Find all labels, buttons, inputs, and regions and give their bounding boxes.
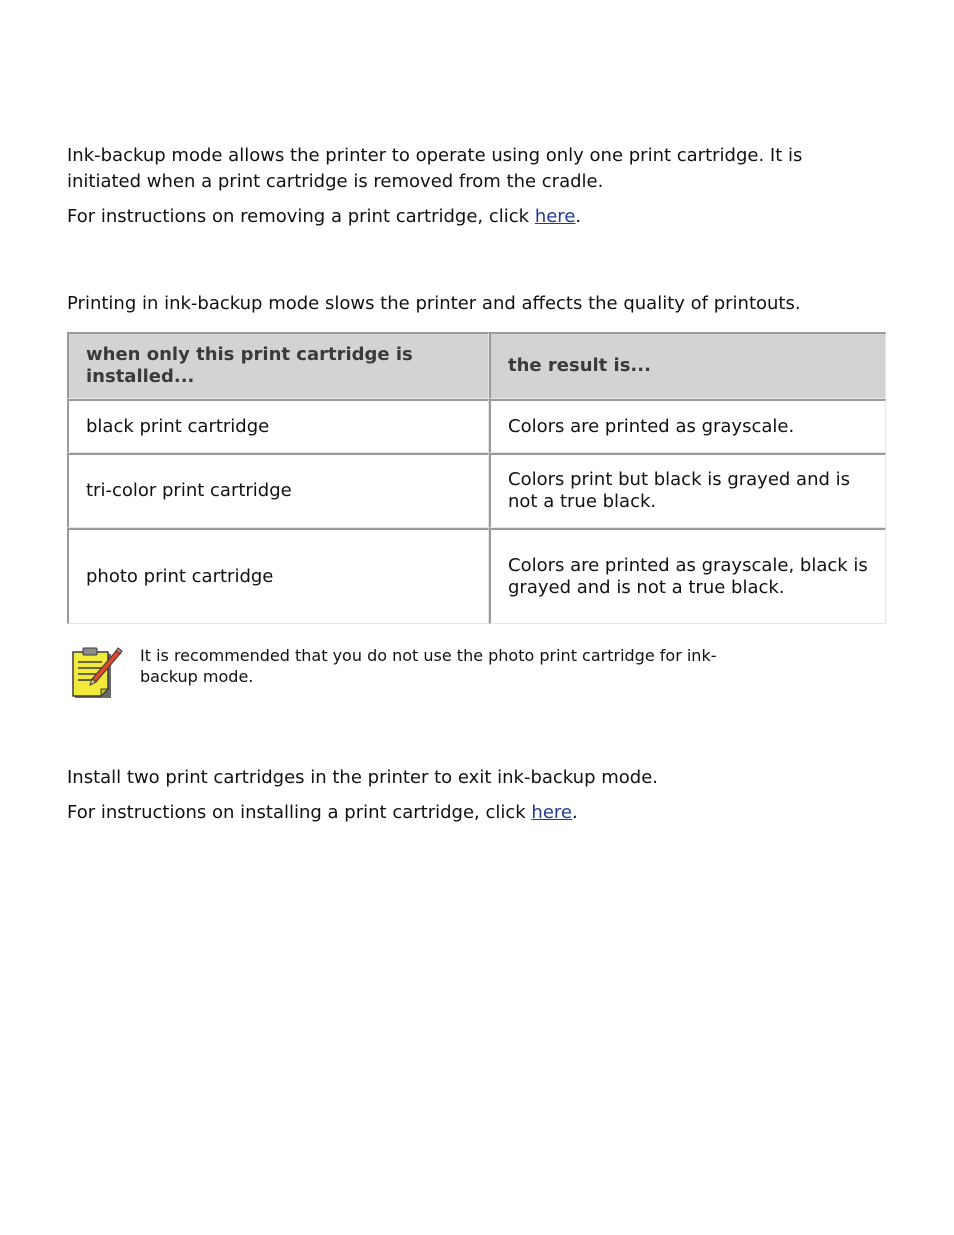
table-cell-result: Colors are printed as grayscale, black is grayed and is not a true black. [489, 528, 886, 624]
install-instructions [67, 800, 887, 826]
remove-instructions-text: For instructions on removing a print cartridge, click [67, 206, 535, 227]
remove-cartridge-link[interactable]: here [534, 206, 576, 227]
table-cell-cartridge: tri-color print cartridge [67, 453, 489, 528]
exit-paragraph: Install two print cartridges in the printer to exit ink-backup mode. [67, 767, 658, 788]
install-cartridge-link[interactable]: here [531, 802, 572, 823]
table-cell-cartridge: photo print cartridge [67, 528, 489, 624]
table-cell-cartridge: black print cartridge [67, 399, 489, 453]
install-instructions-text: For instructions on installing a print cartridge, click [67, 802, 532, 823]
header-installed-cartridge: when only this print cartridge is installed... [67, 332, 489, 399]
table-header-row [67, 332, 886, 399]
table-cell-result: Colors are printed as grayscale. [489, 399, 886, 453]
table-row [67, 528, 886, 624]
intro-paragraph: Ink-backup mode allows the printer to operate using only one print cartridge. It is initiated when a print cartridge is removed from the cradle. [67, 145, 803, 192]
remove-instructions [67, 204, 867, 230]
note-pad-icon [70, 645, 124, 699]
cartridge-result-table [67, 332, 886, 624]
table-row [67, 399, 886, 453]
table-row [67, 453, 886, 528]
note-text: It is recommended that you do not use the photo print cartridge for ink-backup mode. [140, 646, 717, 686]
performance-paragraph: Printing in ink-backup mode slows the printer and affects the quality of printouts. [67, 293, 801, 314]
table-cell-result: Colors print but black is grayed and is not a true black. [489, 453, 886, 528]
header-result: the result is... [489, 332, 886, 399]
install-instructions-period: . [571, 802, 578, 823]
remove-instructions-period: . [575, 206, 582, 227]
